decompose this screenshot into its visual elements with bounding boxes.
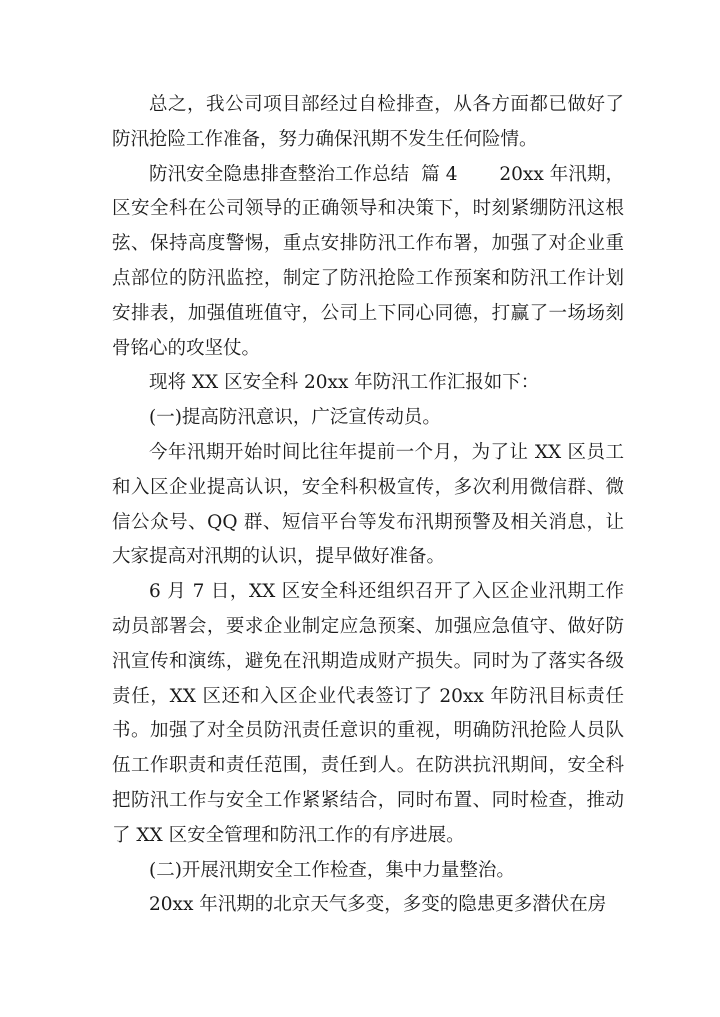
paragraph-report-lead: 现将 XX 区安全科 20xx 年防汛工作汇报如下：	[149, 372, 540, 394]
paragraph-weather: 20xx 年汛期的北京天气多变，多变的隐患更多潜伏在房	[149, 894, 607, 916]
paragraph-section-title-intro: 防汛安全隐患排查整治工作总结 篇 4 20xx 年汛期，区安全科在公司领导的正确领导和决策下，时刻紧绷防汛这根弦、保持高度警惕，重点安排防汛工作布署，加强了对企业重点部位的防汛监控，制定了防汛抢险工作预案和防汛工作计划安排表，加强值班值守，公司上下同心同德，打赢了一场场刻骨铭心的攻坚仗。	[112, 163, 624, 359]
document-body	[112, 88, 624, 923]
heading-section-1: (一)提高防汛意识，广泛宣传动员。	[149, 407, 441, 429]
paragraph-publicity: 今年汛期开始时间比往年提前一个月，为了让 XX 区员工和入区企业提高认识，安全科积极宣传，多次利用微信群、微信公众号、QQ 群、短信平台等发布汛期预警及相关消息，让大家提高对汛期的认识，提早做好准备。	[112, 441, 624, 568]
paragraph-mobilization-meeting: 6 月 7 日，XX 区安全科还组织召开了入区企业汛期工作动员部署会，要求企业制定应急预案、加强应急值守、做好防汛宣传和演练，避免在汛期造成财产损失。同时为了落实各级责任，XX 区还和入区企业代表签订了 20xx 年防汛目标责任书。加强了对全员防汛责任意识的重视，明确防汛抢险人员队伍工作职责和责任范围，责任到人。在防洪抗汛期间，安全科把防汛工作与安全工作紧紧结合，同时布置、同时检查，推动了 XX 区安全管理和防汛工作的有序进展。	[112, 581, 624, 846]
heading-section-2: (二)开展汛期安全工作检查，集中力量整治。	[149, 859, 515, 881]
paragraph-conclusion: 总之，我公司项目部经过自检排查，从各方面都已做好了防汛抢险工作准备，努力确保汛期不发生任何险情。	[112, 94, 624, 150]
